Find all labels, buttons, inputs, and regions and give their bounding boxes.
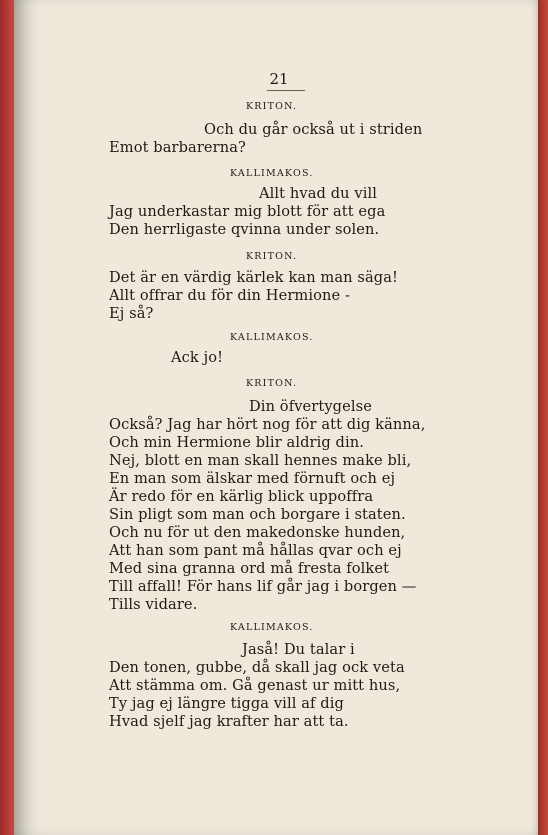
verse-line: Emot barbarerna? bbox=[109, 139, 246, 156]
speaker-kriton: KRITON. bbox=[246, 378, 298, 389]
verse-line: Att han som pant må hållas qvar och ej bbox=[109, 542, 402, 559]
speaker-kallimakos: KALLIMAKOS. bbox=[230, 332, 314, 343]
verse-line: Till affall! För hans lif går jag i borgen — bbox=[109, 578, 417, 595]
verse-line: Jaså! Du talar i bbox=[242, 641, 355, 658]
verse-line: Hvad sjelf jag krafter har att ta. bbox=[109, 713, 349, 730]
verse-line: Ej så? bbox=[109, 305, 154, 322]
verse-line: Med sina granna ord må fresta folket bbox=[109, 560, 390, 577]
verse-line: Den tonen, gubbe, då skall jag ock veta bbox=[109, 659, 405, 676]
verse-line: En man som älskar med förnuft och ej bbox=[109, 470, 396, 487]
page-number: 21 bbox=[269, 70, 289, 88]
verse-line: Är redo för en kärlig blick uppoffra bbox=[109, 488, 374, 505]
speaker-kriton: KRITON. bbox=[246, 251, 298, 262]
verse-line: Den herrligaste qvinna under solen. bbox=[109, 221, 380, 238]
verse-line: Din öfvertygelse bbox=[249, 398, 372, 415]
verse-line: Nej, blott en man skall hennes make bli, bbox=[109, 452, 412, 469]
page-number-rule bbox=[267, 90, 305, 91]
verse-line: Ack jo! bbox=[171, 349, 224, 366]
verse-line: Och du går också ut i striden bbox=[204, 121, 423, 138]
verse-line: Också? Jag har hört nog för att dig känna, bbox=[109, 416, 426, 433]
verse-line: Tills vidare. bbox=[109, 596, 198, 613]
speaker-kriton: KRITON. bbox=[246, 101, 298, 112]
verse-line: Ty jag ej längre tigga vill af dig bbox=[109, 695, 344, 712]
speaker-kallimakos: KALLIMAKOS. bbox=[230, 168, 314, 179]
verse-line: Allt offrar du för din Hermione - bbox=[109, 287, 351, 304]
verse-line: Allt hvad du vill bbox=[259, 185, 378, 202]
verse-line: Det är en värdig kärlek kan man säga! bbox=[109, 269, 399, 286]
verse-line: Att stämma om. Gå genast ur mitt hus, bbox=[109, 677, 401, 694]
verse-line: Och min Hermione blir aldrig din. bbox=[109, 434, 364, 451]
page-text bbox=[14, 0, 538, 835]
book-page bbox=[14, 0, 538, 835]
verse-line: Jag underkastar mig blott för att ega bbox=[109, 203, 386, 220]
verse-line: Sin pligt som man och borgare i staten. bbox=[109, 506, 406, 523]
speaker-kallimakos: KALLIMAKOS. bbox=[230, 622, 314, 633]
verse-line: Och nu för ut den makedonske hunden, bbox=[109, 524, 406, 541]
